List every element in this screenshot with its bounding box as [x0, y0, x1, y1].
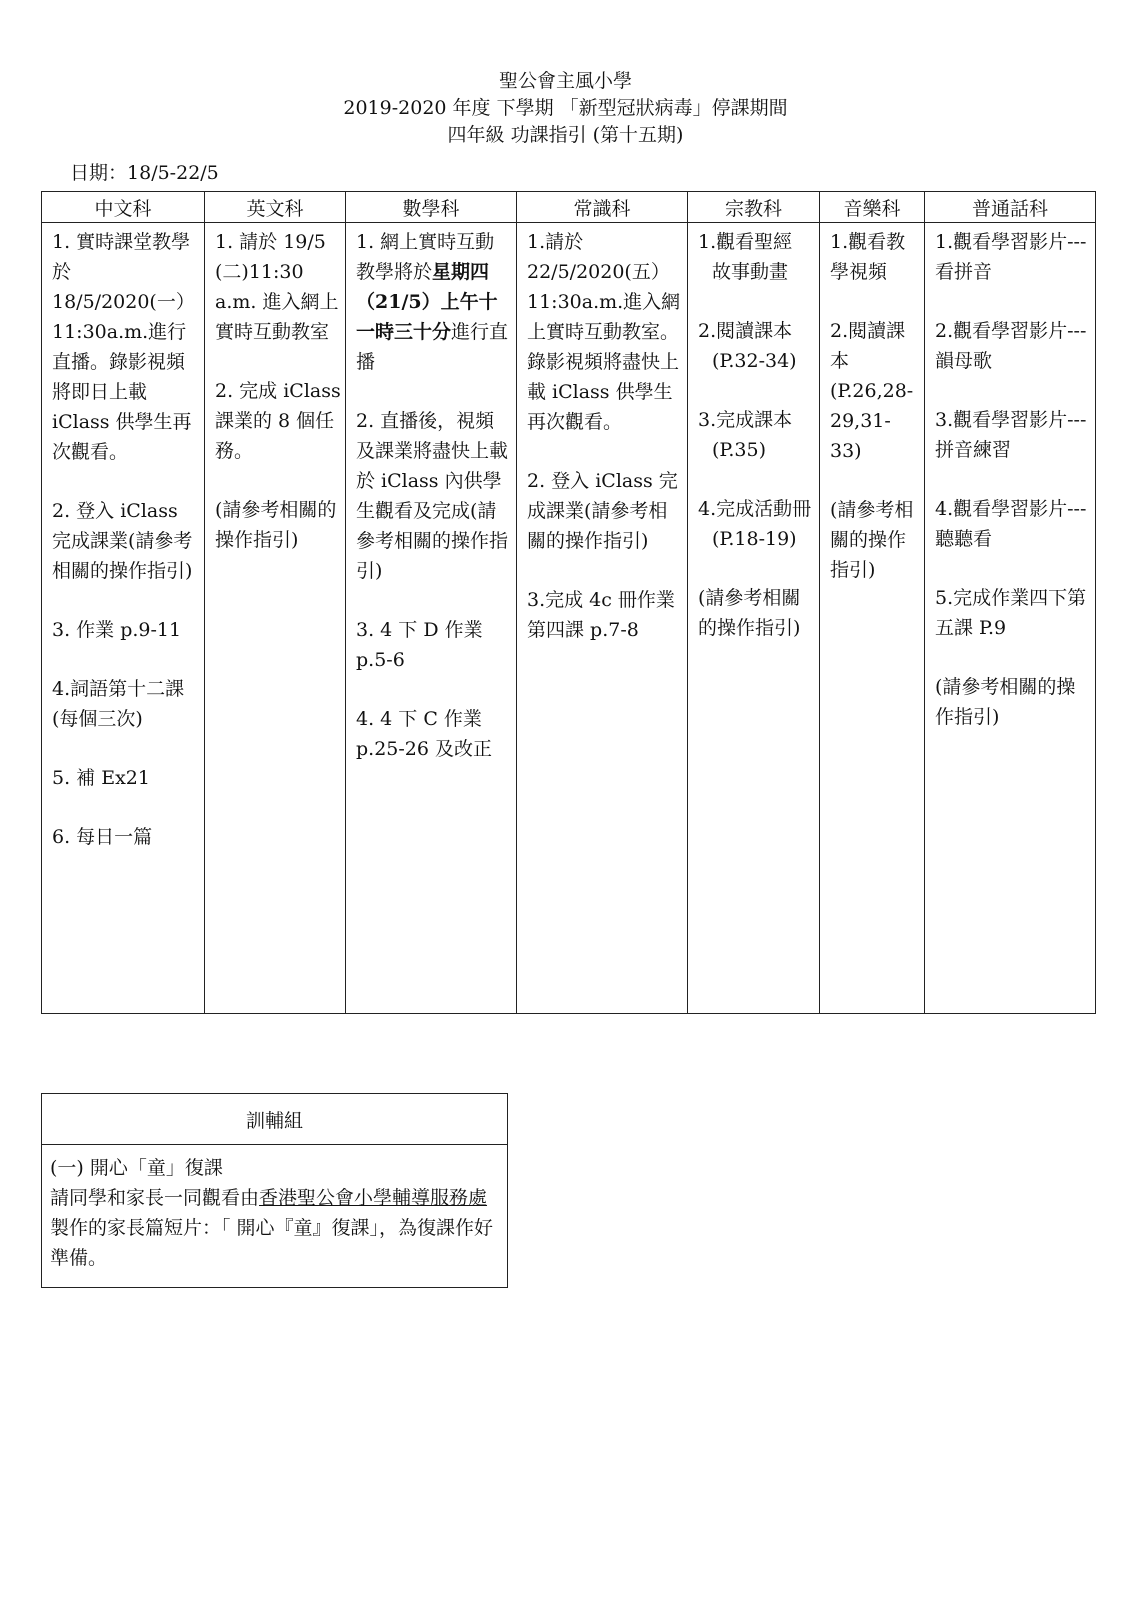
putonghua-item-4: 4.觀看學習影片---聽聽看 — [935, 498, 1087, 550]
guidance-title: 訓輔組 — [42, 1094, 508, 1145]
religion-item-2b: (P.32-34) — [712, 350, 797, 372]
religion-item-3 — [698, 405, 815, 465]
homework-table — [41, 191, 1096, 1014]
math-item-3: 3. 4 下 D 作業 p.5-6 — [356, 619, 483, 671]
math-item-2: 2. 直播後，視頻及課業將盡快上載於 iClass 內供學生觀看及完成(請參考相關的操作指引) — [356, 410, 509, 582]
header-religion: 宗教科 — [688, 192, 820, 223]
chinese-item-3: 3. 作業 p.9-11 — [52, 619, 182, 641]
putonghua-item-5: 5.完成作業四下第五課 P.9 — [935, 587, 1087, 639]
chinese-item-2: 2. 登入 iClass 完成課業(請參考相關的操作指引) — [52, 500, 193, 582]
cell-putonghua — [925, 223, 1096, 1014]
math-item-1-end: 進行直播 — [356, 321, 509, 373]
cell-music — [820, 223, 925, 1014]
putonghua-item-3: 3.觀看學習影片---拼音練習 — [935, 409, 1087, 461]
header-general-studies: 常識科 — [517, 192, 688, 223]
cell-religion — [688, 223, 820, 1014]
religion-item-5: (請參考相關的操作指引) — [698, 587, 801, 639]
putonghua-item-6: (請參考相關的操作指引) — [935, 676, 1076, 728]
header-chinese: 中文科 — [42, 192, 205, 223]
english-item-1: 1. 請於 19/5 (二)11:30 a.m. 進入網上實時互動教室 — [215, 231, 339, 343]
religion-item-3a: 3.完成課本 — [698, 409, 793, 431]
english-item-2: 2. 完成 iClass 課業的 8 個任務。 — [215, 380, 341, 462]
english-item-3: (請參考相關的操作指引) — [215, 499, 337, 551]
chinese-item-1: 1. 實時課堂教學於18/5/2020(一）11:30a.m.進行直播。錄影視頻將即日上載iClass 供學生再次觀看。 — [52, 231, 195, 463]
guidance-header-row — [42, 1094, 508, 1145]
cell-math — [346, 223, 517, 1014]
chinese-item-4: 4.詞語第十二課(每個三次) — [52, 678, 185, 730]
gs-item-3: 3.完成 4c 冊作業第四課 p.7-8 — [527, 589, 675, 641]
cell-english — [205, 223, 346, 1014]
guidance-organisation: 香港聖公會小學輔導服務處 — [259, 1187, 488, 1209]
header-putonghua: 普通話科 — [925, 192, 1096, 223]
gs-item-1: 1.請於 22/5/2020(五）11:30a.m.進入網上實時互動教室。錄影視頻將盡快上載 iClass 供學生再次觀看。 — [527, 231, 681, 433]
document-title: 四年級 功課指引 (第十五期) — [447, 124, 684, 146]
math-item-4: 4. 4 下 C 作業 p.25-26 及改正 — [356, 708, 493, 760]
guidance-row — [42, 1145, 508, 1288]
math-live-time: 星期四（21/5）上午十一時三十分 — [356, 261, 498, 343]
music-item-2: 2.閱讀課本 (P.26,28-29,31-33) — [830, 320, 914, 462]
guidance-text-post: 製作的家長篇短片：「 開心『童』復課」，為復課作好準備。 — [50, 1217, 494, 1269]
guidance-content — [42, 1145, 508, 1288]
gs-item-2: 2. 登入 iClass 完成課業(請參考相關的操作指引) — [527, 470, 678, 552]
guidance-paragraph — [50, 1183, 501, 1273]
religion-item-3b: (P.35) — [712, 439, 766, 461]
guidance-heading: (一) 開心「童」復課 — [50, 1157, 223, 1179]
header-math: 數學科 — [346, 192, 517, 223]
math-item-1 — [356, 227, 512, 377]
chinese-item-6: 6. 每日一篇 — [52, 826, 153, 848]
religion-item-1a: 1.觀看聖經 — [698, 231, 793, 253]
putonghua-item-1: 1.觀看學習影片--- 看拼音 — [935, 231, 1087, 283]
cell-general-studies — [517, 223, 688, 1014]
document-header — [0, 68, 1131, 149]
religion-item-2a: 2.閱讀課本 — [698, 320, 793, 342]
school-name: 聖公會主風小學 — [498, 70, 632, 92]
music-item-3: (請參考相關的操作指引) — [830, 499, 914, 581]
religion-item-4a: 4.完成活動冊 — [698, 498, 812, 520]
religion-item-4 — [698, 494, 815, 554]
guidance-text-pre: 請同學和家長一同觀看由 — [50, 1187, 260, 1209]
music-item-1: 1.觀看教學視頻 — [830, 231, 906, 283]
date-label: 日期： — [70, 162, 128, 184]
date-line — [70, 158, 219, 185]
table-header-row — [42, 192, 1096, 223]
header-music: 音樂科 — [820, 192, 925, 223]
religion-item-1b: 故事動畫 — [712, 261, 789, 283]
math-item-1-text: 1. 網上實時互動教學將於 — [356, 231, 495, 283]
religion-item-2 — [698, 316, 815, 376]
chinese-item-5: 5. 補 Ex21 — [52, 767, 150, 789]
term-line: 2019-2020 年度 下學期 「新型冠狀病毒」停課期間 — [343, 97, 788, 119]
date-value: 18/5-22/5 — [127, 162, 219, 184]
guidance-box — [41, 1093, 508, 1288]
religion-item-1 — [698, 227, 815, 287]
header-english: 英文科 — [205, 192, 346, 223]
putonghua-item-2: 2.觀看學習影片---韻母歌 — [935, 320, 1087, 372]
cell-chinese — [42, 223, 205, 1014]
table-row — [42, 223, 1096, 1014]
religion-item-4b: (P.18-19) — [712, 528, 797, 550]
